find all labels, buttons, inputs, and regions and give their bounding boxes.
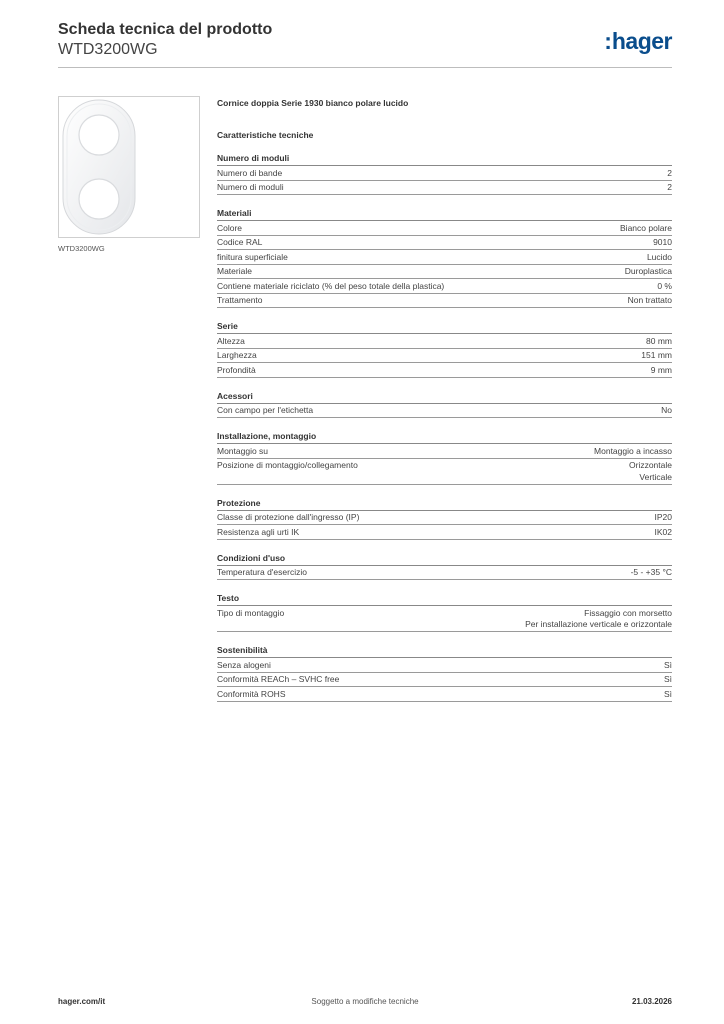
spec-label: Temperatura d'esercizio: [217, 567, 307, 577]
spec-row: [217, 606, 672, 632]
spec-row: [217, 404, 672, 419]
spec-row: [217, 363, 672, 378]
spec-label: Tipo di montaggio: [217, 607, 285, 618]
section-title: Protezione: [217, 497, 672, 511]
spec-row: [217, 459, 672, 485]
spec-value: 9010: [653, 237, 672, 247]
spec-row: [217, 444, 672, 459]
spec-row: [217, 250, 672, 265]
spec-sections: [217, 152, 672, 702]
spec-label: Montaggio su: [217, 445, 269, 456]
double-frame-illustration: [59, 97, 199, 237]
spec-row: [217, 334, 672, 349]
spec-label: Codice RAL: [217, 237, 263, 247]
spec-value: Duroplastica: [624, 266, 672, 276]
product-code-title: WTD3200WG: [58, 41, 158, 58]
spec-label: Contiene materiale riciclato (% del peso totale della plastica): [217, 280, 445, 291]
spec-row: [217, 349, 672, 364]
section-title: Numero di moduli: [217, 152, 672, 166]
spec-row: [217, 566, 672, 581]
spec-label: Classe di protezione dall'ingresso (IP): [217, 512, 360, 522]
document-title: Scheda tecnica del prodotto: [58, 21, 273, 38]
logo-text: hager: [611, 28, 672, 54]
spec-value: IK02: [654, 526, 672, 537]
spec-value: -5 - +35 °C: [630, 567, 672, 577]
spec-row: [217, 511, 672, 526]
spec-value: Fissaggio con morsetto Per installazione verticale e orizzontale: [525, 607, 672, 629]
image-caption: WTD3200WG: [58, 244, 105, 253]
section-title: Testo: [217, 592, 672, 606]
footer-note: Soggetto a modifiche tecniche: [311, 997, 419, 1006]
spec-value: 80 mm: [646, 335, 672, 346]
spec-label: Resistenza agli urti IK: [217, 526, 300, 537]
spec-label: Numero di moduli: [217, 182, 284, 192]
spec-value: Bianco polare: [620, 222, 672, 233]
spec-row: [217, 166, 672, 181]
product-image: [58, 96, 200, 238]
spec-value: Sì: [663, 688, 672, 699]
spec-section: [217, 552, 672, 581]
spec-value: No: [661, 405, 672, 415]
section-title: Sostenibilità: [217, 644, 672, 658]
spec-label: Colore: [217, 222, 243, 233]
spec-label: finitura superficiale: [217, 251, 288, 262]
footer-date: 21.03.2026: [631, 997, 672, 1006]
spec-row: [217, 673, 672, 688]
spec-section: [217, 644, 672, 702]
product-name: Cornice doppia Serie 1930 bianco polare lucido: [217, 98, 409, 108]
spec-row: [217, 265, 672, 280]
spec-value: 2: [667, 182, 672, 192]
spec-row: [217, 294, 672, 309]
section-title: Acessori: [217, 390, 672, 404]
spec-label: Conformità REACh – SVHC free: [217, 674, 340, 684]
spec-row: [217, 221, 672, 236]
spec-section: [217, 152, 672, 195]
spec-row: [217, 181, 672, 196]
spec-section: [217, 592, 672, 632]
spec-value: Sì: [663, 659, 672, 670]
spec-label: Profondità: [217, 364, 256, 375]
spec-content: [217, 96, 672, 714]
spec-label: Altezza: [217, 335, 245, 346]
page-header: [58, 20, 672, 60]
footer-website: hager.com/it: [58, 997, 106, 1006]
characteristics-heading: Caratteristiche tecniche: [217, 130, 314, 140]
spec-section: [217, 390, 672, 419]
hager-logo: [604, 28, 672, 55]
spec-value: Sì: [663, 674, 672, 684]
spec-label: Larghezza: [217, 350, 257, 360]
spec-value: Montaggio a incasso: [594, 445, 672, 456]
spec-value: 151 mm: [641, 350, 672, 360]
spec-row: [217, 658, 672, 673]
section-title: Serie: [217, 320, 672, 334]
spec-row: [217, 236, 672, 251]
header-divider: [58, 67, 672, 68]
spec-value: Non trattato: [627, 295, 672, 305]
spec-label: Con campo per l'etichetta: [217, 405, 314, 415]
spec-value: 0 %: [657, 280, 672, 291]
spec-value: 9 mm: [650, 364, 672, 375]
spec-section: [217, 320, 672, 378]
spec-label: Numero di bande: [217, 167, 283, 178]
spec-value: Orizzontale Verticale: [629, 460, 672, 482]
spec-value: Lucido: [646, 251, 672, 262]
spec-value: IP20: [654, 512, 672, 522]
spec-label: Conformità ROHS: [217, 688, 286, 699]
spec-row: [217, 279, 672, 294]
spec-section: [217, 207, 672, 308]
spec-section: [217, 430, 672, 485]
section-title: Installazione, montaggio: [217, 430, 672, 444]
spec-label: Materiale: [217, 266, 252, 276]
spec-section: [217, 497, 672, 540]
spec-label: Senza alogeni: [217, 659, 271, 670]
spec-value: 2: [667, 167, 672, 178]
spec-label: Posizione di montaggio/collegamento: [217, 460, 358, 470]
spec-label: Trattamento: [217, 295, 263, 305]
logo-prefix: :: [604, 28, 611, 54]
spec-row: [217, 687, 672, 702]
spec-row: [217, 525, 672, 540]
section-title: Materiali: [217, 207, 672, 221]
section-title: Condizioni d'uso: [217, 552, 672, 566]
